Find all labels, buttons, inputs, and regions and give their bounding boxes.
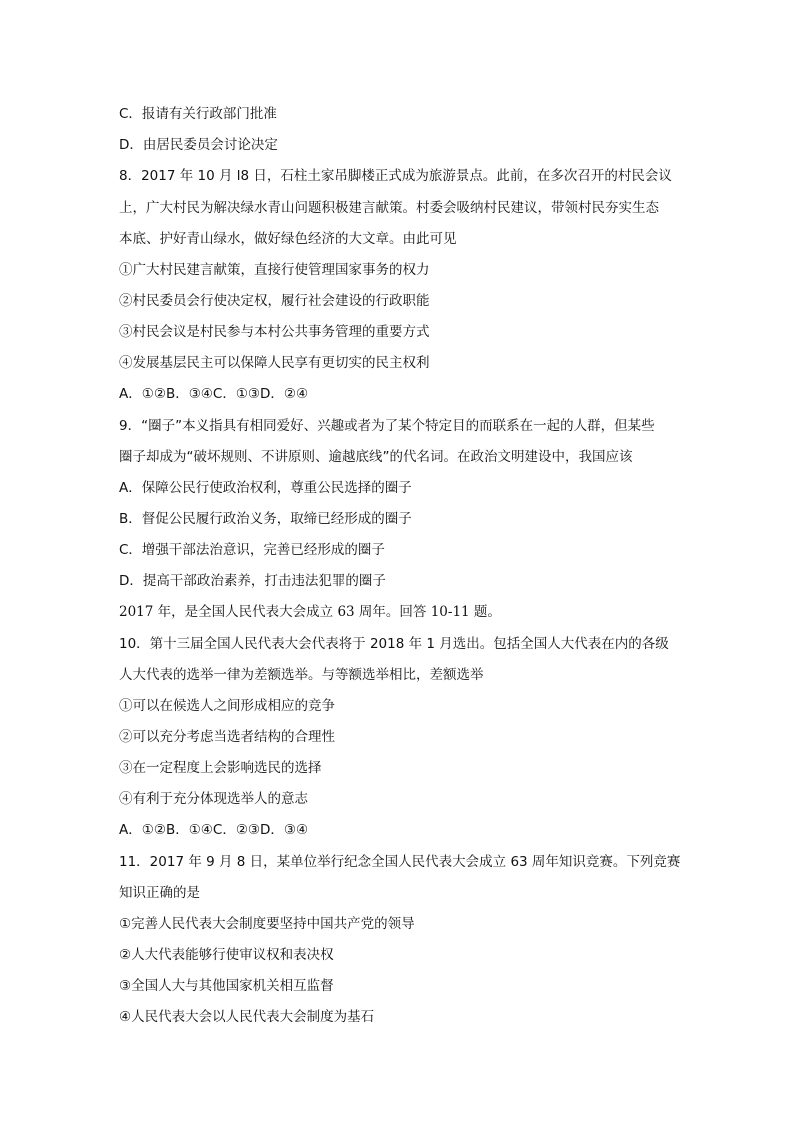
option-d-q7: D．由居民委员会讨论决定 bbox=[119, 137, 278, 153]
section-intro: 2017 年，是全国人民代表大会成立 63 周年。回答 10-11 题。 bbox=[119, 604, 501, 620]
q10-statement-2: ②可以充分考虑当选者结构的合理性 bbox=[119, 729, 335, 745]
q8-statement-2: ②村民委员会行使决定权，履行社会建设的行政职能 bbox=[119, 293, 430, 309]
question-8-line-2: 上，广大村民为解决绿水青山问题积极建言献策。村委会吸纳村民建议，带领村民夯实生态 bbox=[119, 200, 659, 216]
q8-statement-4: ④发展基层民主可以保障人民享有更切实的民主权利 bbox=[119, 355, 430, 371]
question-8-line-3: 本底、护好青山绿水，做好绿色经济的大文章。由此可见 bbox=[119, 231, 457, 247]
option-b-q9: B．督促公民履行政治义务，取缔已经形成的圈子 bbox=[119, 511, 412, 527]
option-c-q7: C．报请有关行政部门批准 bbox=[119, 106, 277, 122]
q11-statement-2: ②人大代表能够行使审议权和表决权 bbox=[119, 947, 334, 963]
question-9-line-1: 9．“圈子”本义指具有相同爱好、兴趣或者为了某个特定目的而联系在一起的人群，但某些 bbox=[119, 418, 655, 434]
q8-statement-1: ①广大村民建言献策，直接行使管理国家事务的权力 bbox=[119, 262, 430, 278]
q10-statement-4: ④有利于充分体现选举人的意志 bbox=[119, 791, 308, 807]
q10-statement-1: ①可以在候选人之间形成相应的竞争 bbox=[119, 698, 335, 714]
question-11-line-2: 知识正确的是 bbox=[119, 885, 200, 901]
option-d-q9: D．提高干部政治素养，打击违法犯罪的圈子 bbox=[119, 573, 386, 589]
question-9-line-2: 圈子却成为“破坏规则、不讲原则、逾越底线”的代名词。在政治文明建设中，我国应该 bbox=[119, 449, 633, 465]
option-c-q9: C．增强干部法治意识，完善已经形成的圈子 bbox=[119, 542, 385, 558]
q8-statement-3: ③村民会议是村民参与本村公共事务管理的重要方式 bbox=[119, 324, 430, 340]
q10-answer-options: A．①②B．①④C．②③D．③④ bbox=[119, 822, 309, 838]
option-a-q9: A．保障公民行使政治权利，尊重公民选择的圈子 bbox=[119, 480, 412, 496]
question-11-line-1: 11．2017 年 9 月 8 日，某单位举行纪念全国人民代表大会成立 63 周年知识竞赛。下列竞赛 bbox=[119, 854, 681, 870]
q11-statement-1: ①完善人民代表大会制度要坚持中国共产党的领导 bbox=[119, 916, 415, 932]
q11-statement-3: ③全国人大与其他国家机关相互监督 bbox=[119, 978, 334, 994]
q11-statement-4: ④人民代表大会以人民代表大会制度为基石 bbox=[119, 1009, 375, 1025]
question-10-line-2: 人大代表的选举一律为差额选举。与等额选举相比，差额选举 bbox=[119, 667, 484, 683]
q8-answer-options: A．①②B．③④C．①③D．②④ bbox=[119, 386, 309, 402]
question-8-line-1: 8．2017 年 10 月 l8 日，石柱土家吊脚楼正式成为旅游景点。此前，在多次召开的村民会议 bbox=[119, 168, 672, 184]
question-10-line-1: 10．第十三届全国人民代表大会代表将于 2018 年 1 月选出。包括全国人大代表在内的各级 bbox=[119, 636, 669, 652]
q10-statement-3: ③在一定程度上会影响选民的选择 bbox=[119, 760, 322, 776]
